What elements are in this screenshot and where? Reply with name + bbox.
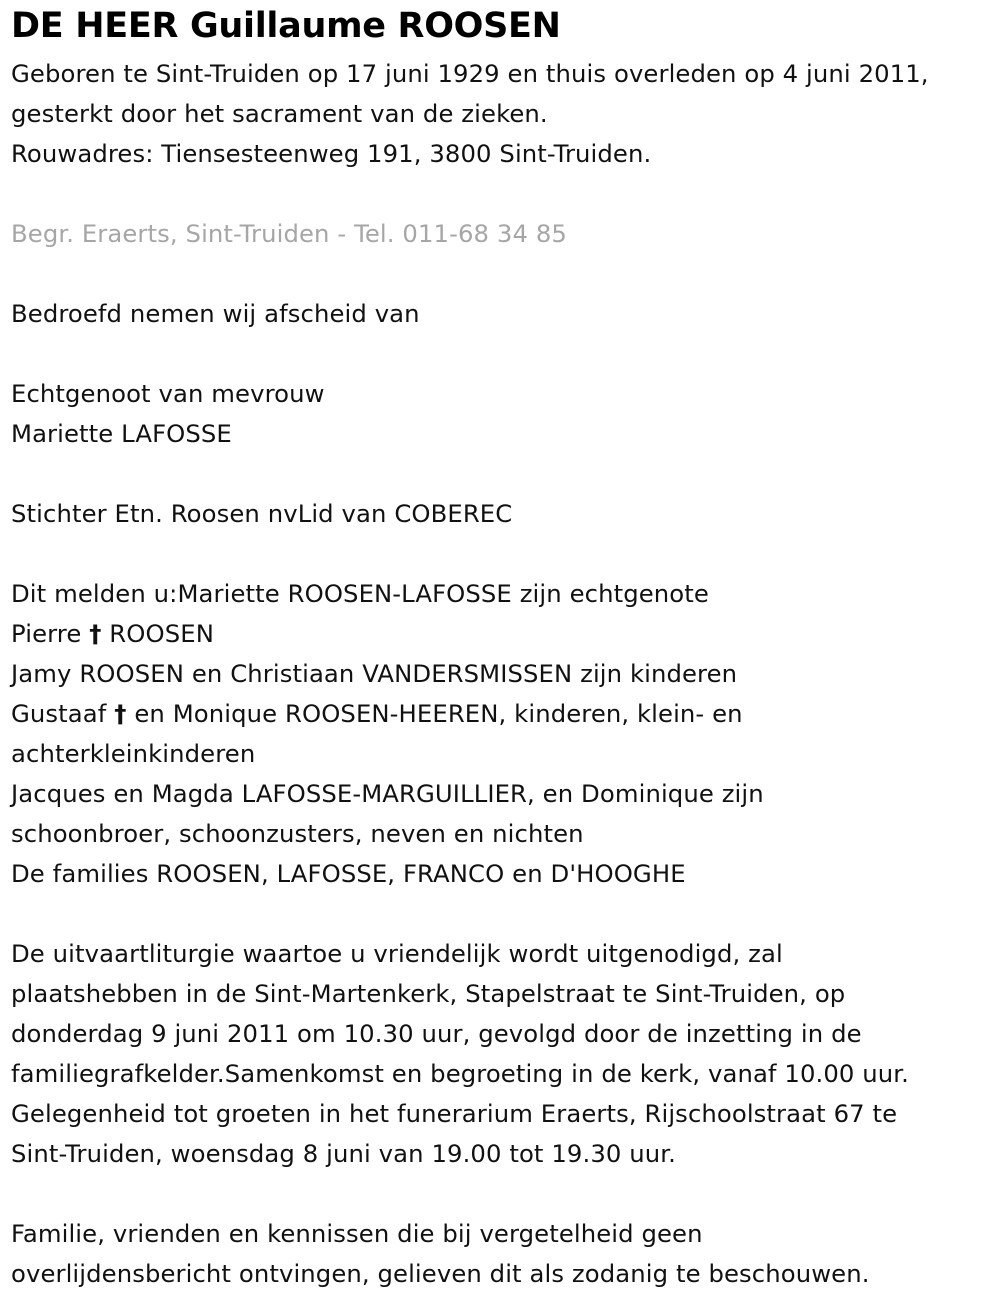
spacer — [11, 454, 996, 494]
founder-line: Stichter Etn. Roosen nvLid van COBEREC — [11, 499, 513, 528]
birth-line-1: Geboren te Sint-Truiden op 17 juni 1929 en thuis overleden op 4 juni 2011, — [11, 59, 929, 88]
ceremony-line-3: donderdag 9 juni 2011 om 10.30 uur, gevolgd door de inzetting in de — [11, 1019, 862, 1048]
cross-icon: † — [89, 619, 102, 648]
spouse-line-1: Echtgenoot van mevrouw — [11, 379, 325, 408]
family-line-5: achterkleinkinderen — [11, 739, 256, 768]
ceremony-line-1: De uitvaartliturgie waartoe u vriendelijk wordt uitgenodigd, zal — [11, 939, 783, 968]
spacer — [11, 174, 996, 214]
spacer — [11, 334, 996, 374]
ceremony-line-6: Sint-Truiden, woensdag 8 juni van 19.00 tot 19.30 uur. — [11, 1139, 676, 1168]
mourning-address: Rouwadres: Tiensesteenweg 191, 3800 Sint-Truiden. — [11, 139, 652, 168]
family-line-8: De families ROOSEN, LAFOSSE, FRANCO en D'HOOGHE — [11, 859, 686, 888]
notice-body — [11, 54, 996, 1294]
family-name-gustaaf: Gustaaf — [11, 699, 115, 728]
birth-line-2: gesterkt door het sacrament van de zieken. — [11, 99, 548, 128]
spacer — [11, 894, 996, 934]
farewell-intro: Bedroefd nemen wij afscheid van — [11, 299, 420, 328]
ceremony-line-2: plaatshebben in de Sint-Martenkerk, Stapelstraat te Sint-Truiden, op — [11, 979, 846, 1008]
family-line-3: Jamy ROOSEN en Christiaan VANDERSMISSEN zijn kinderen — [11, 659, 738, 688]
family-line-2 — [11, 614, 996, 654]
family-line-1: Dit melden u:Mariette ROOSEN-LAFOSSE zijn echtgenote — [11, 579, 709, 608]
closing-line-2: overlijdensbericht ontvingen, gelieven dit als zodanig te beschouwen. — [11, 1259, 870, 1288]
family-line-4 — [11, 694, 996, 734]
family-name-pierre: Pierre — [11, 619, 90, 648]
spacer — [11, 1174, 996, 1214]
undertaker-info: Begr. Eraerts, Sint-Truiden - Tel. 011-68 34 85 — [11, 219, 567, 248]
family-line-6: Jacques en Magda LAFOSSE-MARGUILLIER, en Dominique zijn — [11, 779, 764, 808]
ceremony-line-5: Gelegenheid tot groeten in het funerarium Eraerts, Rijschoolstraat 67 te — [11, 1099, 898, 1128]
family-line-4-rest: en Monique ROOSEN-HEEREN, kinderen, klein- en — [126, 699, 743, 728]
spacer — [11, 254, 996, 294]
spouse-line-2: Mariette LAFOSSE — [11, 419, 232, 448]
closing-line-1: Familie, vrienden en kennissen die bij vergetelheid geen — [11, 1219, 703, 1248]
notice-title: DE HEER Guillaume ROOSEN — [11, 6, 561, 46]
family-surname-roosen: ROOSEN — [101, 619, 214, 648]
cross-icon: † — [114, 699, 127, 728]
ceremony-line-4: familiegrafkelder.Samenkomst en begroeting in de kerk, vanaf 10.00 uur. — [11, 1059, 909, 1088]
spacer — [11, 534, 996, 574]
family-line-7: schoonbroer, schoonzusters, neven en nichten — [11, 819, 584, 848]
